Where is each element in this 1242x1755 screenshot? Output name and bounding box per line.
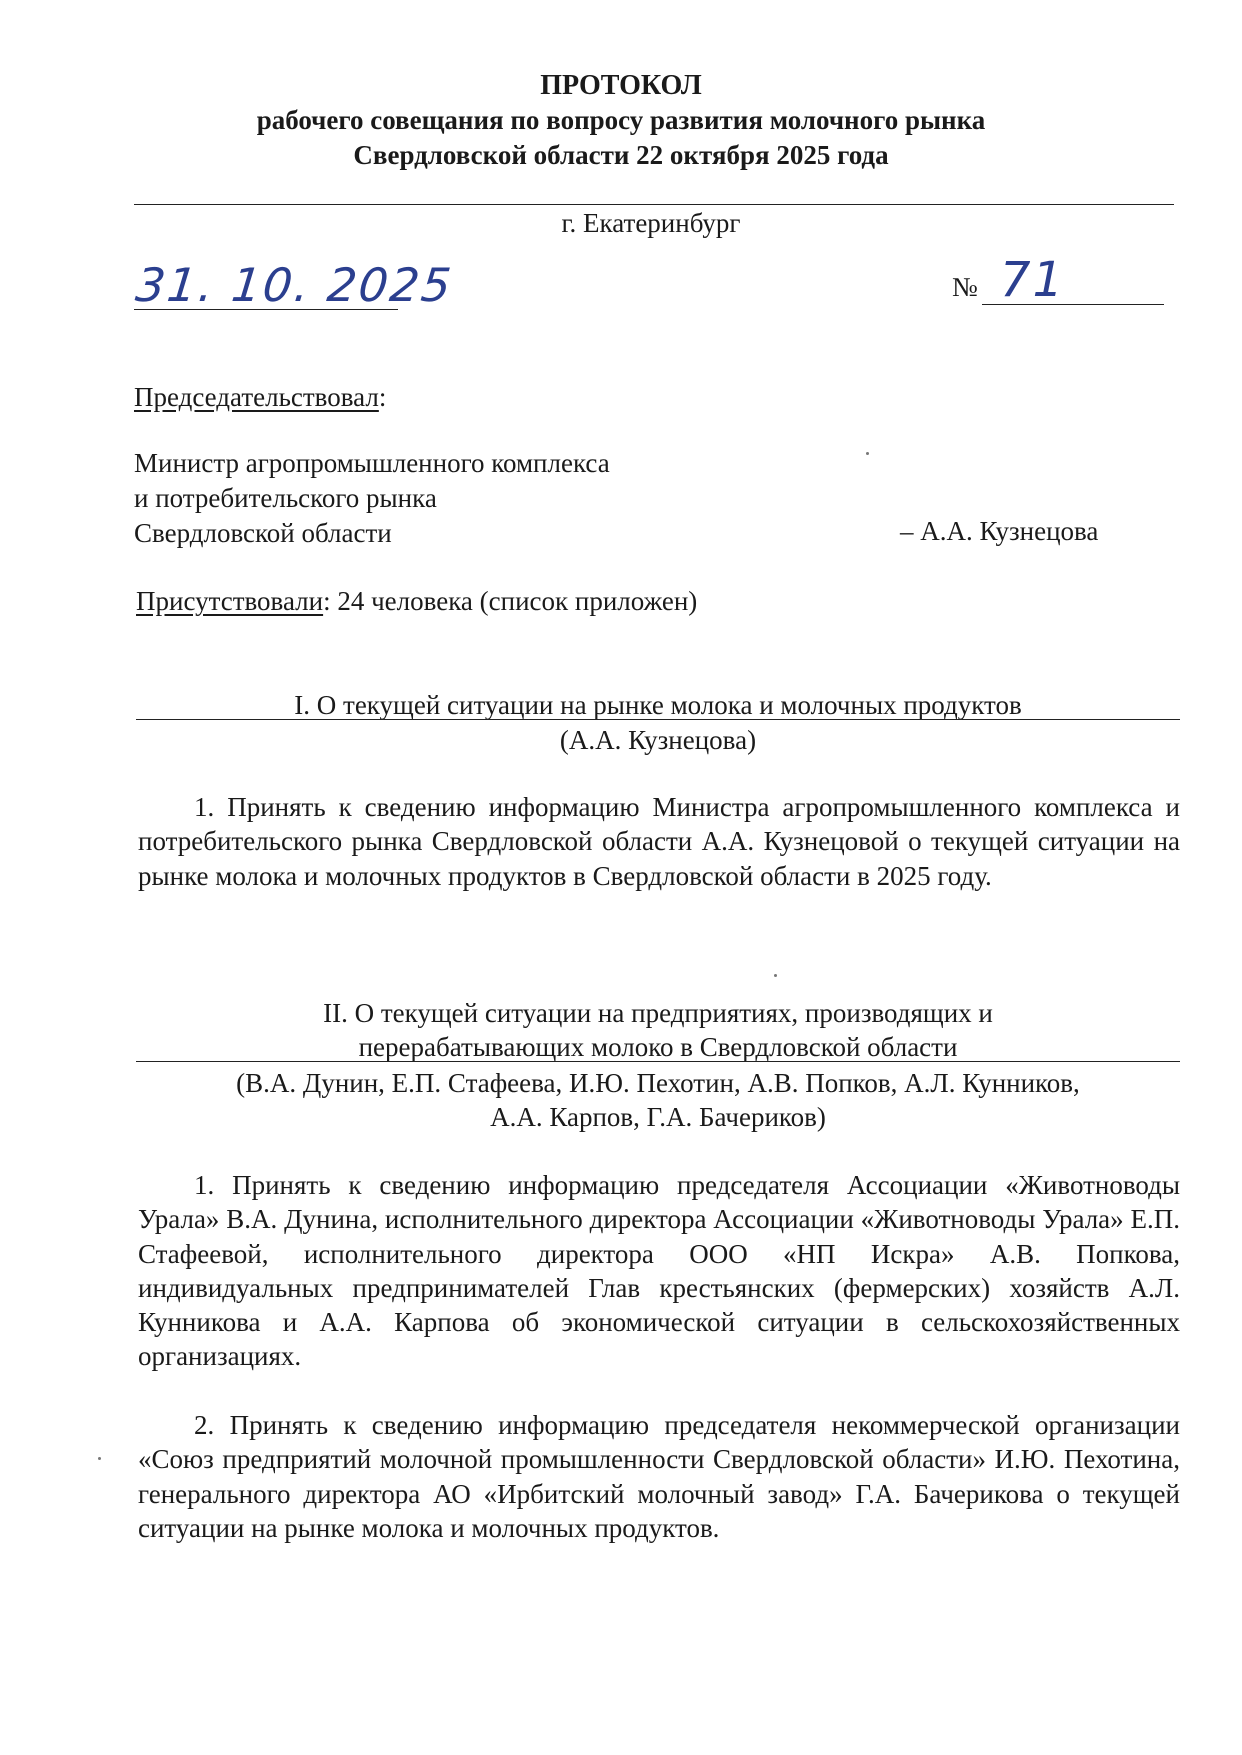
attendance-label: Присутствовали	[136, 586, 324, 616]
title-block	[0, 68, 1242, 173]
attendance-line	[136, 584, 697, 619]
chair-position-line3: Свердловской области	[134, 518, 392, 548]
section1-divider	[136, 719, 1180, 720]
chair-label-line	[134, 380, 386, 415]
attendance-text: : 24 человека (список приложен)	[323, 586, 698, 616]
number-label: №	[952, 272, 978, 302]
chair-position-line2: и потребительского рынка	[134, 483, 437, 513]
handwritten-date: 31. 10. 2025	[133, 258, 456, 312]
document-title: ПРОТОКОЛ	[540, 70, 702, 101]
section2-speakers-line2: А.А. Карпов, Г.А. Бачериков)	[490, 1102, 826, 1132]
scan-speck	[866, 452, 869, 455]
scan-speck	[98, 1457, 101, 1460]
chair-label: Председательствовал	[134, 382, 379, 412]
date-underline	[134, 309, 398, 310]
section1-item1: 1. Принять к сведению информацию Министра агропромышленного комплекса и потребительского рынка Свердловской области А.А. Кузнецовой о текущей ситуации на рынке молока и молочных продуктов в Свердловской области в 2025 году.	[138, 792, 1180, 891]
chair-position-line1: Министр агропромышленного комплекса	[134, 448, 610, 478]
section2-heading-line2: перерабатывающих молоко в Свердловской области	[358, 1032, 958, 1062]
city: г. Екатеринбург	[561, 208, 741, 238]
title-divider	[134, 204, 1174, 205]
chair-name: – А.А. Кузнецова	[900, 516, 1099, 546]
section2-speakers-line1: (В.А. Дунин, Е.П. Стафеева, И.Ю. Пехотин, А.В. Попков, А.Л. Кунников,	[236, 1068, 1080, 1098]
section2-item2: 2. Принять к сведению информацию председателя некоммерческой организации «Союз предприятий молочной промышленности Свердловской области» И.Ю. Пехотина, генерального директора АО «Ирбитский молочный завод» Г.А. Бачерикова о текущей ситуации на рынке молока и молочных продуктов.	[138, 1410, 1180, 1543]
scan-speck	[774, 974, 777, 977]
section2-item1: 1. Принять к сведению информацию председателя Ассоциации «Животноводы Урала» В.А. Дунина, исполнительного директора Ассоциации «Животноводы Урала» Е.П. Стафеевой, исполнительного директора ООО «НП Искра» А.В. Попкова, индивидуальных предпринимателей Глав крестьянских (фермерских) хозяйств А.Л. Кунникова и А.А. Карпова об экономической ситуации в сельскохозяйственных организациях.	[138, 1170, 1180, 1372]
chair-position	[134, 446, 610, 551]
document-subtitle-line1: рабочего совещания по вопросу развития молочного рынка	[256, 105, 986, 135]
document-subtitle-line2: Свердловской области 22 октября 2025 года	[353, 140, 889, 170]
number-underline	[982, 304, 1164, 305]
section1-speakers: (А.А. Кузнецова)	[559, 725, 757, 755]
chair-label-suffix: :	[378, 382, 387, 412]
section1-heading: I. О текущей ситуации на рынке молока и молочных продуктов	[294, 690, 1022, 720]
handwritten-number: 71	[1000, 252, 1066, 308]
section2-heading-line1: II. О текущей ситуации на предприятиях, производящих и	[323, 998, 993, 1028]
section2-divider	[136, 1061, 1180, 1062]
